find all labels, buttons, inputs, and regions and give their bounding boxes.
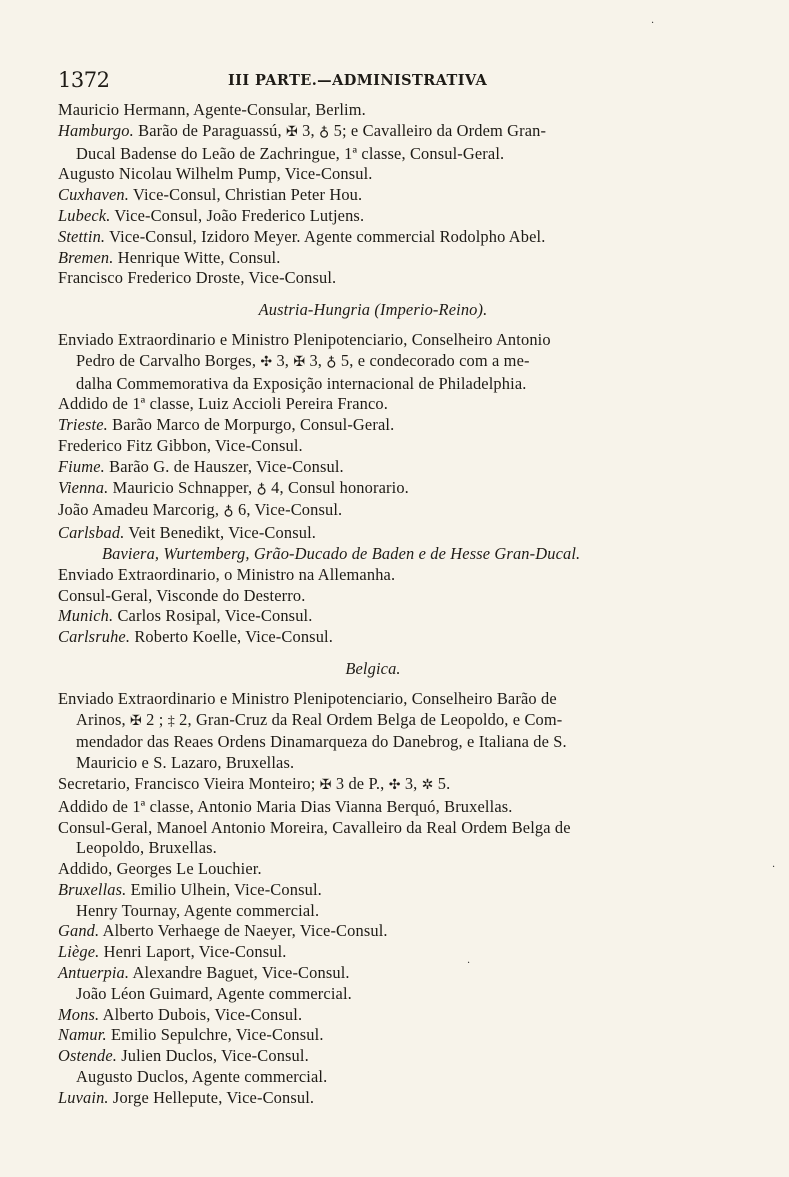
text-line: Secretario, Francisco Vieira Monteiro; ✠ 3 de P., ✣ 3, ✲ 5. xyxy=(58,773,451,793)
text-line: Enviado Extraordinario, o Ministro na Allemanha. xyxy=(58,564,396,584)
page-header xyxy=(58,68,728,94)
location-label: Lubeck. xyxy=(58,205,111,225)
text-line: Frederico Fitz Gibbon, Vice-Consul. xyxy=(58,435,303,455)
text-line: Consul-Geral, Visconde do Desterro. xyxy=(58,585,306,605)
location-label: Namur. xyxy=(58,1025,107,1045)
scan-speck: · xyxy=(772,862,776,873)
order-medal-icon: ♁ xyxy=(223,504,234,520)
text-line: Augusto Nicolau Wilhelm Pump, Vice-Consul. xyxy=(58,164,373,184)
text-line: Carlsbad. Veit Benedikt, Vice-Consul. xyxy=(58,523,317,543)
location-label: Antuerpia. xyxy=(58,963,130,983)
text-line: João Amadeu Marcorig, ♁ 6, Vice-Consul. xyxy=(58,500,343,520)
location-label: Trieste. xyxy=(58,415,108,435)
location-label: Fiume. xyxy=(58,456,105,476)
text-line: Arinos, ✠ 2 ; ‡ 2, Gran-Cruz da Real Ordem Belga de Leopoldo, e Com- xyxy=(76,709,563,729)
text-line: João Léon Guimard, Agente commercial. xyxy=(76,983,352,1003)
text-line: Antuerpia. Alexandre Baguet, Vice-Consul. xyxy=(58,963,350,983)
order-cross-icon: ✠ xyxy=(319,777,332,793)
text-line: Munich. Carlos Rosipal, Vice-Consul. xyxy=(58,606,313,626)
text-line: Gand. Alberto Verhaege de Naeyer, Vice-Consul. xyxy=(58,921,388,941)
order-cross-icon: ✠ xyxy=(293,354,306,370)
location-label: Gand. xyxy=(58,921,100,941)
scan-speck: · xyxy=(651,18,655,29)
location-label: Luvain. xyxy=(58,1087,109,1107)
text-line: Enviado Extraordinario e Ministro Plenipotenciario, Conselheiro Antonio xyxy=(58,329,551,349)
text-line: Carlsruhe. Roberto Koelle, Vice-Consul. xyxy=(58,627,333,647)
location-label: Ostende. xyxy=(58,1046,118,1066)
location-label: Mons. xyxy=(58,1004,100,1024)
text-line: Hamburgo. Barão de Paraguassú, ✠ 3, ♁ 5; e Cavalleiro da Ordem Gran- xyxy=(58,120,547,140)
order-medal-icon: ♁ xyxy=(256,481,267,497)
location-label: Bruxellas. xyxy=(58,879,127,899)
location-label: Cuxhaven. xyxy=(58,185,129,205)
text-line: Augusto Duclos, Agente commercial. xyxy=(76,1067,328,1087)
text-line: Vienna. Mauricio Schnapper, ♁ 4, Consul honorario. xyxy=(58,477,409,497)
text-line: Ducal Badense do Leão de Zachringue, 1ª classe, Consul-Geral. xyxy=(76,143,505,163)
text-line: Liège. Henri Laport, Vice-Consul. xyxy=(58,942,287,962)
location-label: Bremen. xyxy=(58,247,114,267)
text-line: Addido, Georges Le Louchier. xyxy=(58,859,262,879)
text-line: Leopoldo, Bruxellas. xyxy=(76,838,217,858)
text-line: Bremen. Henrique Witte, Consul. xyxy=(58,247,281,267)
order-saltire-icon: ✲ xyxy=(421,777,434,793)
text-line: Consul-Geral, Manoel Antonio Moreira, Cavalleiro da Real Ordem Belga de xyxy=(58,817,571,837)
text-line: dalha Commemorativa da Exposição internacional de Philadelphia. xyxy=(76,373,527,393)
order-star-icon: ✣ xyxy=(388,777,401,793)
order-medal-icon: ♁ xyxy=(319,124,330,140)
text-line: Ostende. Julien Duclos, Vice-Consul. xyxy=(58,1046,309,1066)
text-line: Luvain. Jorge Hellepute, Vice-Consul. xyxy=(58,1087,315,1107)
text-line: Bruxellas. Emilio Ulhein, Vice-Consul. xyxy=(58,879,322,899)
order-star-icon: ✣ xyxy=(260,354,273,370)
text-line: Enviado Extraordinario e Ministro Plenipotenciario, Conselheiro Barão de xyxy=(58,688,557,708)
page-number: 1372 xyxy=(58,68,110,92)
location-label: Carlsbad. xyxy=(58,523,125,543)
section-heading-baviera: Baviera, Wurtemberg, Grão-Ducado de Baden e de Hesse Gran-Ducal. xyxy=(102,543,581,563)
text-line: Cuxhaven. Vice-Consul, Christian Peter Hou. xyxy=(58,185,363,205)
text-line: mendador das Reaes Ordens Dinamarqueza do Danebrog, e Italiana de S. xyxy=(76,732,567,752)
location-label: Stettin. xyxy=(58,226,106,246)
text-line: Lubeck. Vice-Consul, João Frederico Lutjens. xyxy=(58,205,365,225)
section-heading-belgica: Belgica. xyxy=(345,658,401,678)
text-line: Pedro de Carvalho Borges, ✣ 3, ✠ 3, ♁ 5, e condecorado com a me- xyxy=(76,350,530,370)
text-line: Namur. Emilio Sepulchre, Vice-Consul. xyxy=(58,1025,324,1045)
order-cross-icon: ✠ xyxy=(130,713,142,729)
order-dagger-icon: ‡ xyxy=(167,713,175,729)
text-line: Henry Tournay, Agente commercial. xyxy=(76,900,320,920)
location-label: Munich. xyxy=(58,606,114,626)
scan-speck: · xyxy=(467,958,471,969)
text-line: Mauricio e S. Lazaro, Bruxellas. xyxy=(76,753,295,773)
order-cross-icon: ✠ xyxy=(286,124,298,140)
location-label: Hamburgo. xyxy=(58,120,134,140)
text-line: Addido de 1ª classe, Luiz Accioli Pereira Franco. xyxy=(58,394,389,414)
page-body xyxy=(58,100,688,1109)
text-line: Addido de 1ª classe, Antonio Maria Dias Vianna Berquó, Bruxellas. xyxy=(58,796,513,816)
text-line: Stettin. Vice-Consul, Izidoro Meyer. Agente commercial Rodolpho Abel. xyxy=(58,226,546,246)
text-line: Trieste. Barão Marco de Morpurgo, Consul-Geral. xyxy=(58,415,395,435)
text-line: Francisco Frederico Droste, Vice-Consul. xyxy=(58,268,337,288)
text-line: Mauricio Hermann, Agente-Consular, Berlim. xyxy=(58,100,366,119)
location-label: Carlsruhe. xyxy=(58,627,131,647)
text-line: Fiume. Barão G. de Hauszer, Vice-Consul. xyxy=(58,456,344,476)
running-title: III PARTE.—ADMINISTRATIVA xyxy=(228,72,488,89)
order-medal-icon: ♁ xyxy=(326,354,337,370)
location-label: Vienna. xyxy=(58,477,109,497)
section-heading-austria: Austria-Hungria (Imperio-Reino). xyxy=(258,300,488,320)
text-line: Mons. Alberto Dubois, Vice-Consul. xyxy=(58,1004,303,1024)
location-label: Liège. xyxy=(58,942,100,962)
